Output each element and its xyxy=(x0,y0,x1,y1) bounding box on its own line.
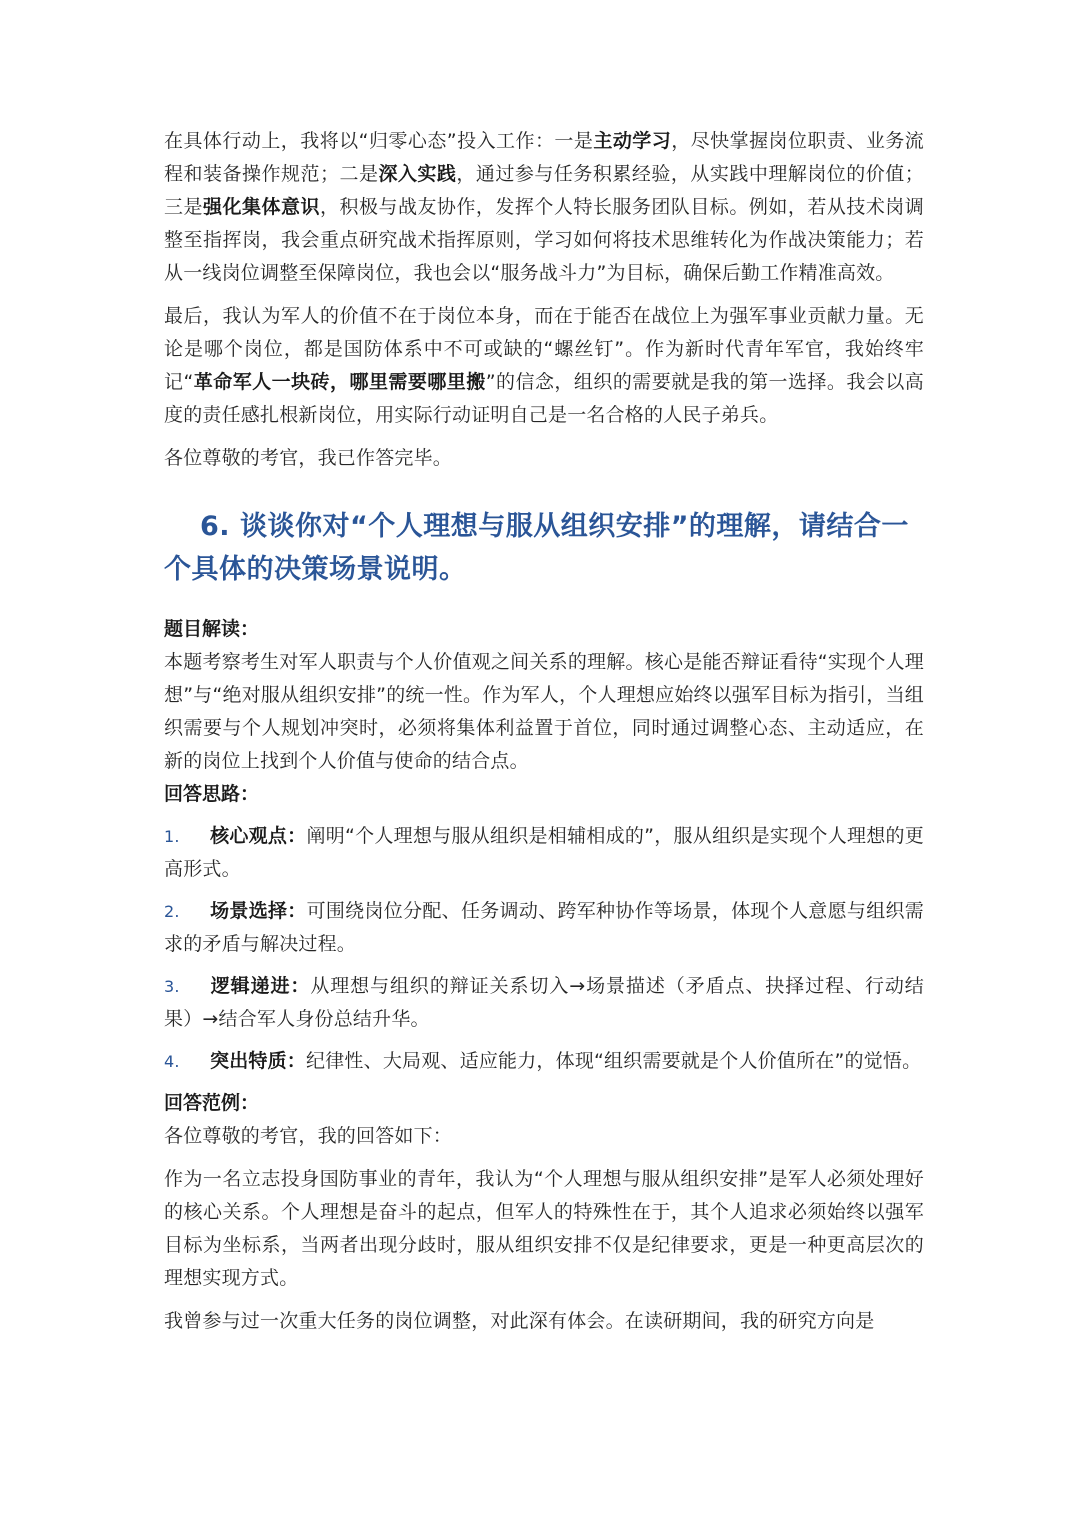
text-segment: ，积极与战友协作，发挥个人特长服务团队目标。例如，若从技术岗调整至指挥岗，我会重点研究战术指挥原则，学习如何将技术思维转化为作战决策能力；若从一线岗位调整至保障岗位，我也会以“服务战斗力”为目标，确保后勤工作精准高效。 xyxy=(164,196,925,284)
list-number: 4. xyxy=(164,1052,180,1071)
list-number: 3. xyxy=(164,977,180,996)
list-item xyxy=(164,970,924,1036)
paragraph-action-plan xyxy=(164,125,924,290)
text-segment: 最后，我认为军人的价值不在于岗位本身，而在于能否在战位上为强军事业贡献力量。无论是哪个岗位，都是国防体系中不可或缺的“螺丝钉”。作为新时代青年军官，我始终牢记“ xyxy=(164,305,924,393)
list-term: 逻辑递进： xyxy=(210,975,311,997)
paragraph-closing: 各位尊敬的考官，我已作答完毕。 xyxy=(164,447,453,469)
text-segment: ”的信念，组织的需要就是我的第一选择。我会以高度的责任感扎根新岗位，用实际行动证明自己是一名合格的人民子弟兵。 xyxy=(164,371,924,426)
example-paragraph-2: 作为一名立志投身国防事业的青年，我认为“个人理想与服从组织安排”是军人必须处理好的核心关系。个人理想是奋斗的起点，但军人的特殊性在于，其个人追求必须始终以强军目标为坐标系，当两者出现分歧时，服从组织安排不仅是纪律要求，更是一种更高层次的理想实现方式。 xyxy=(164,1168,924,1289)
example-paragraph-1: 各位尊敬的考官，我的回答如下： xyxy=(164,1125,453,1147)
document-page xyxy=(164,125,924,1348)
list-item xyxy=(164,1045,924,1078)
list-text: 可围绕岗位分配、任务调动、跨军种协作等场景，体现个人意愿与组织需求的矛盾与解决过程。 xyxy=(164,900,924,955)
approach-list xyxy=(164,820,924,1078)
approach-label: 回答思路： xyxy=(164,783,260,805)
list-item xyxy=(164,820,924,886)
list-text: 阐明“个人理想与服从组织是相辅相成的”，服从组织是实现个人理想的更高形式。 xyxy=(164,825,924,880)
example-paragraph-3: 我曾参与过一次重大任务的岗位调整，对此深有体会。在读研期间，我的研究方向是 xyxy=(164,1310,875,1332)
emphasis-collective-awareness: 强化集体意识 xyxy=(203,196,320,218)
analysis-text: 本题考察考生对军人职责与个人价值观之间关系的理解。核心是能否辩证看待“实现个人理想”与“绝对服从组织安排”的统一性。作为军人，个人理想应始终以强军目标为指引，当组织需要与个人规划冲突时，必须将集体利益置于首位，同时通过调整心态、主动适应，在新的岗位上找到个人价值与使命的结合点。 xyxy=(164,651,924,772)
list-term: 核心观点： xyxy=(210,825,307,847)
list-text: 纪律性、大局观、适应能力，体现“组织需要就是个人价值所在”的觉悟。 xyxy=(306,1050,922,1072)
analysis-label: 题目解读： xyxy=(164,618,260,640)
text-segment: ，尽快掌握岗位职责、业务流程和装备操作规范；二是 xyxy=(164,130,924,185)
paragraph-conclusion xyxy=(164,300,924,432)
list-number: 2. xyxy=(164,902,180,921)
list-item xyxy=(164,895,924,961)
emphasis-deep-practice: 深入实践 xyxy=(378,163,457,185)
emphasis-active-learning: 主动学习 xyxy=(593,130,672,152)
text-segment: 在具体行动上，我将以“归零心态”投入工作：一是 xyxy=(164,130,594,152)
text-segment: ，通过参与任务积累经验，从实践中理解岗位的价值；三是 xyxy=(164,163,924,218)
list-term: 场景选择： xyxy=(210,900,307,922)
list-term: 突出特质： xyxy=(210,1050,307,1072)
question-heading: 6. 谈谈你对“个人理想与服从组织安排”的理解，请结合一个具体的决策场景说明。 xyxy=(164,511,909,585)
list-text: 从理想与组织的辩证关系切入→场景描述（矛盾点、抉择过程、行动结果）→结合军人身份总结升华。 xyxy=(164,975,924,1030)
list-number: 1. xyxy=(164,827,180,846)
emphasis-motto: 革命军人一块砖，哪里需要哪里搬 xyxy=(193,371,486,393)
example-label: 回答范例： xyxy=(164,1092,260,1114)
